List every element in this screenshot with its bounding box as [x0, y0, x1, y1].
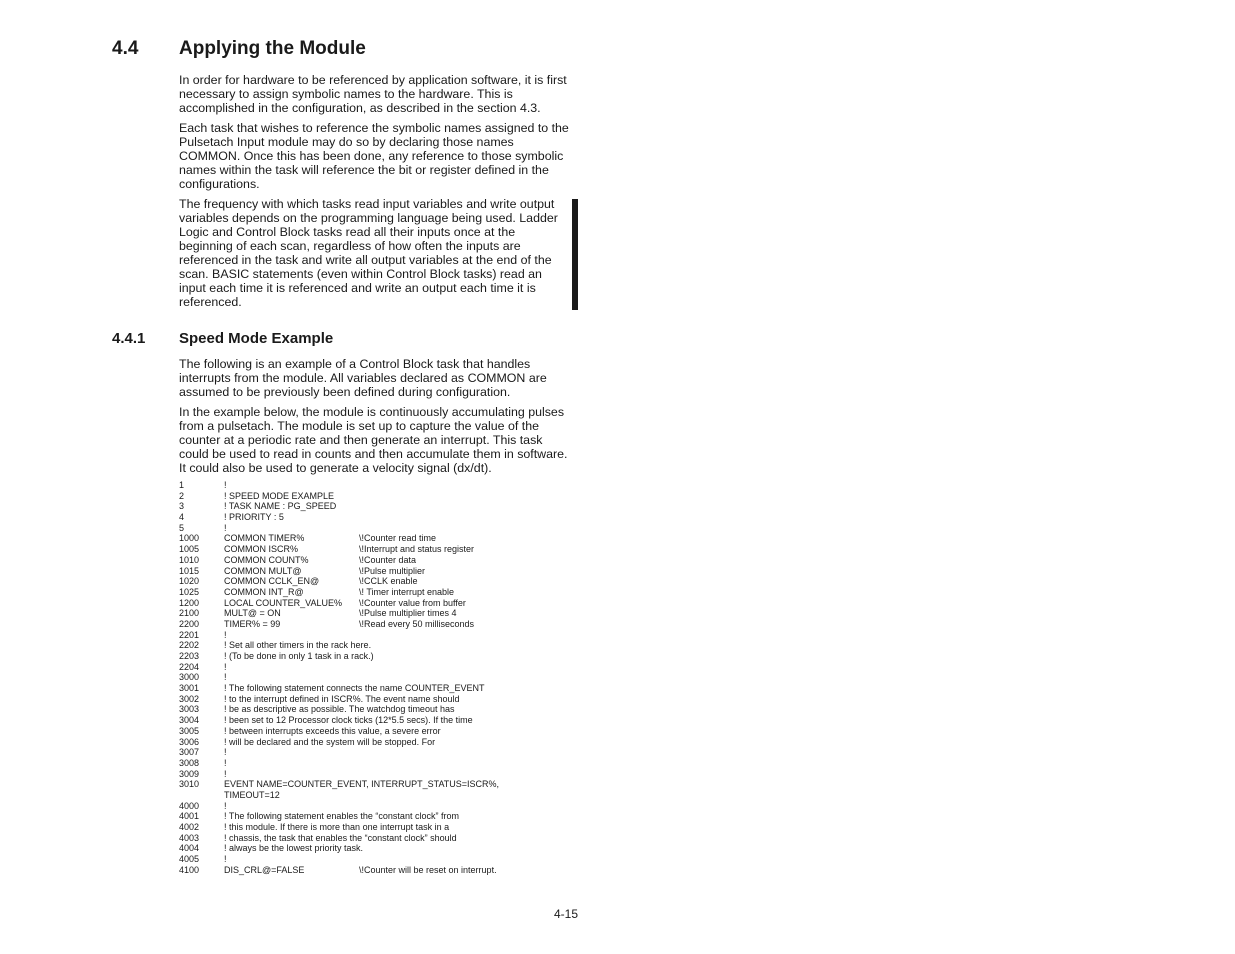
line-number: 3007: [179, 747, 200, 758]
code-line: [179, 619, 539, 630]
code-statement: EVENT NAME=COUNTER_EVENT, INTERRUPT_STATUS=ISCR%,: [224, 779, 500, 790]
code-line: [179, 737, 539, 748]
line-number: 1010: [179, 554, 200, 565]
line-number: 3003: [179, 704, 200, 715]
code-statement: COMMON COUNT%: [224, 554, 309, 565]
code-line: [179, 726, 539, 737]
code-line: [179, 801, 539, 812]
code-comment: \!Interrupt and status register: [359, 544, 475, 555]
code-line: [179, 630, 539, 641]
code-statement: ! to the interrupt defined in ISCR%. The event name should: [224, 693, 460, 704]
code-comment: \! Timer interrupt enable: [359, 586, 455, 597]
line-number: 1000: [179, 533, 200, 544]
line-number: 2203: [179, 651, 200, 661]
code-line: [179, 555, 539, 566]
line-number: 2201: [179, 629, 200, 640]
code-statement: TIMEOUT=12: [224, 789, 280, 800]
code-comment: \!Counter value from buffer: [359, 597, 466, 608]
line-number: 4: [179, 512, 185, 523]
section-title: Applying the Module: [179, 38, 366, 59]
line-number: 3005: [179, 725, 200, 736]
revision-change-bar: [572, 199, 578, 310]
code-statement: !: [224, 480, 227, 490]
code-statement: ! chassis, the task that enables the “constant clock” should: [224, 832, 457, 843]
code-line: [179, 598, 539, 609]
code-statement: DIS_CRL@=FALSE: [224, 864, 305, 875]
code-statement: COMMON MULT@: [224, 565, 302, 576]
line-number: 3008: [179, 757, 200, 768]
code-comment: \!Pulse multiplier times 4: [359, 608, 457, 619]
code-listing: [179, 480, 539, 875]
code-statement: ! always be the lowest priority task.: [224, 843, 364, 854]
section-number: 4.4: [112, 38, 139, 59]
code-statement: ! between interrupts exceeds this value, a severe error: [224, 725, 441, 736]
line-number: 1: [179, 480, 185, 490]
code-statement: !: [224, 629, 227, 640]
subsection-number: 4.4.1: [112, 330, 146, 347]
line-number: 4002: [179, 822, 200, 832]
code-statement: !: [224, 854, 227, 865]
code-statement: ! been set to 12 Processor clock ticks (12*5.5 secs). If the time: [224, 715, 473, 726]
code-line: [179, 491, 539, 502]
line-number: 1015: [179, 565, 200, 576]
code-statement: !: [224, 672, 227, 683]
code-line: [179, 747, 539, 758]
code-comment: \!Counter will be reset on interrupt.: [359, 864, 497, 875]
body-paragraph: The frequency with which tasks read input variables and write output variables depends on the programming language being used. Ladder Logic and Control Block tasks read all their inputs once at the beginning of each scan, regardless of how often the inputs are referenced in the task and write all output variables at the end of the scan. BASIC statements (even within Control Block tasks) read an input each time it is referenced and write an output each time it is referenced.: [179, 197, 558, 309]
body-paragraph: Each task that wishes to reference the symbolic names assigned to the Pulsetach Input module may do so by declaring those names COMMON. Once this has been done, any reference to those symbolic names within the task will reference the bit or register defined in the configurations.: [179, 121, 569, 191]
code-statement: ! (To be done in only 1 task in a rack.): [224, 651, 374, 661]
line-number: 5: [179, 522, 185, 533]
line-number: 4004: [179, 843, 200, 854]
line-number: 3001: [179, 683, 200, 694]
code-comment: \!CCLK enable: [359, 576, 418, 587]
code-statement: ! The following statement connects the name COUNTER_EVENT: [224, 683, 485, 694]
body-paragraph: In order for hardware to be referenced by application software, it is first necessary to assign symbolic names to the hardware. This is accomplished in the configuration, as described in the section 4.3.: [179, 73, 567, 115]
code-statement: ! PRIORITY : 5: [224, 512, 284, 523]
code-comment: \!Counter data: [359, 554, 417, 565]
line-number: 4100: [179, 864, 200, 875]
code-statement: !: [224, 800, 227, 811]
code-line: [179, 608, 539, 619]
code-statement: LOCAL COUNTER_VALUE%: [224, 597, 343, 608]
code-line: [179, 651, 539, 662]
code-line: [179, 704, 539, 715]
code-statement: ! SPEED MODE EXAMPLE: [224, 490, 335, 501]
line-number: 4005: [179, 854, 200, 865]
code-statement: ! be as descriptive as possible. The watchdog timeout has: [224, 704, 455, 715]
code-statement: !: [224, 661, 227, 672]
code-statement: COMMON TIMER%: [224, 533, 305, 544]
code-line: [179, 779, 539, 790]
line-number: 3: [179, 501, 185, 512]
line-number: 1005: [179, 544, 200, 555]
code-statement: TIMER% = 99: [224, 618, 281, 629]
body-paragraph: The following is an example of a Control Block task that handles interrupts from the module. All variables declared as COMMON are assumed to be previously been defined during configuration.: [179, 357, 547, 399]
line-number: 4003: [179, 832, 200, 843]
line-number: 3009: [179, 768, 200, 779]
code-statement: ! TASK NAME : PG_SPEED: [224, 501, 337, 512]
line-number: 3002: [179, 693, 200, 704]
body-paragraph: In the example below, the module is continuously accumulating pulses from a pulsetach. The module is set up to capture the value of the counter at a periodic rate and then generate an interrupt. This task could be used to read in counts and then accumulate them in software. It could also be used to generate a velocity signal (dx/dt).: [179, 405, 568, 475]
code-line: [179, 758, 539, 769]
code-line: [179, 843, 539, 854]
code-statement: ! Set all other timers in the rack here.: [224, 640, 372, 651]
line-number: 4000: [179, 800, 200, 811]
code-statement: MULT@ = ON: [224, 608, 281, 619]
code-line: [179, 672, 539, 683]
code-statement: !: [224, 522, 227, 533]
line-number: 2100: [179, 608, 200, 619]
code-statement: COMMON CCLK_EN@: [224, 576, 320, 587]
code-statement: COMMON ISCR%: [224, 544, 298, 555]
code-line: [179, 640, 539, 651]
code-statement: ! this module. If there is more than one interrupt task in a: [224, 822, 450, 832]
line-number: 3006: [179, 736, 200, 747]
code-line: [179, 833, 539, 844]
subsection-title: Speed Mode Example: [179, 330, 334, 347]
line-number: 2202: [179, 640, 200, 651]
code-line: [179, 854, 539, 865]
code-statement: ! will be declared and the system will be stopped. For: [224, 736, 436, 747]
code-line: [179, 865, 539, 876]
code-statement: ! The following statement enables the “constant clock” from: [224, 811, 459, 822]
line-number: 2200: [179, 618, 200, 629]
line-number: 1025: [179, 586, 200, 597]
line-number: 2: [179, 490, 185, 501]
code-comment: \!Counter read time: [359, 533, 437, 544]
code-comment: \!Pulse multiplier: [359, 565, 426, 576]
code-line: [179, 501, 539, 512]
code-line: [179, 694, 539, 705]
code-statement: !: [224, 768, 227, 779]
line-number: 4001: [179, 811, 200, 822]
code-comment: \!Read every 50 milliseconds: [359, 618, 475, 629]
line-number: 1200: [179, 597, 200, 608]
code-line: [179, 480, 539, 491]
code-statement: !: [224, 757, 227, 768]
line-number: 3010: [179, 779, 200, 790]
page-number: 4-15: [554, 907, 579, 921]
code-line: [179, 822, 539, 833]
code-line: [179, 512, 539, 523]
code-line: [179, 662, 539, 673]
code-line: [179, 587, 539, 598]
line-number: 3004: [179, 715, 200, 726]
code-line: [179, 544, 539, 555]
code-line: [179, 769, 539, 780]
code-line: [179, 576, 539, 587]
code-statement: !: [224, 747, 227, 758]
code-line: [179, 533, 539, 544]
code-line: [179, 715, 539, 726]
code-line: [179, 523, 539, 534]
code-line: [179, 811, 539, 822]
line-number: 3000: [179, 672, 200, 683]
code-line: [179, 683, 539, 694]
line-number: 2204: [179, 661, 200, 672]
code-statement: COMMON INT_R@: [224, 586, 304, 597]
code-line: [179, 790, 539, 801]
line-number: 1020: [179, 576, 200, 587]
code-line: [179, 566, 539, 577]
